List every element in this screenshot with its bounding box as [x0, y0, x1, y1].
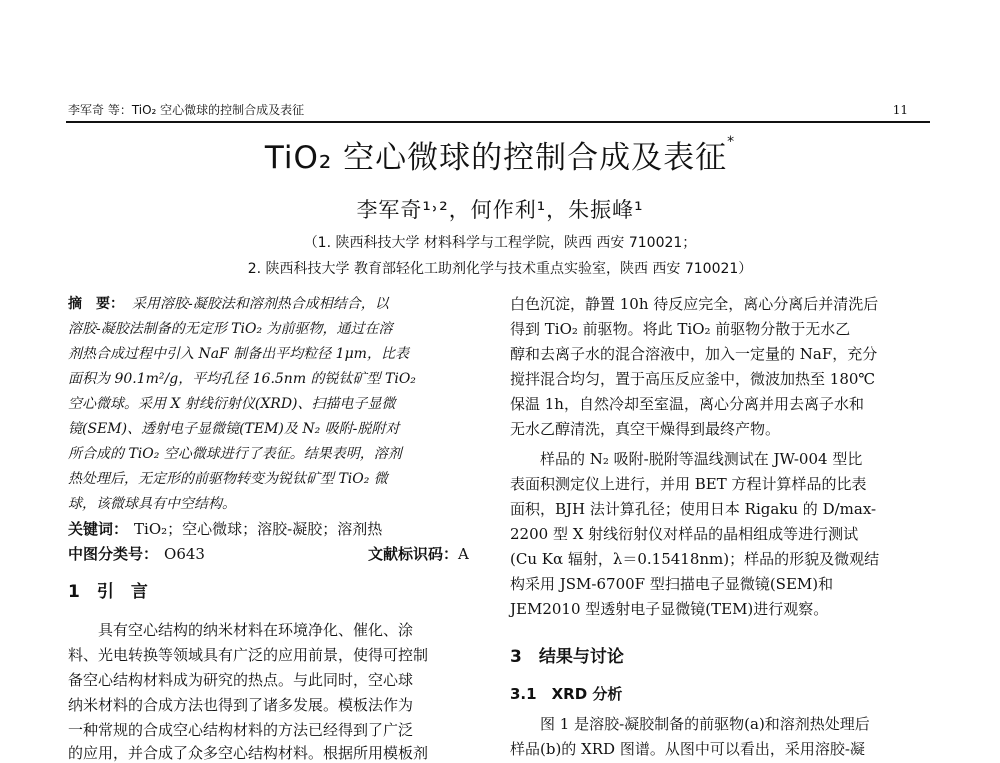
- abstract-line: 溶胶-凝胶法制备的无定形 TiO₂ 为前驱物，通过在溶: [68, 321, 393, 337]
- paper-title-text: TiO₂ 空心微球的控制合成及表征: [264, 140, 728, 176]
- xrd-line: 样品(b)的 XRD 图谱。从图中可以看出，采用溶胶-凝: [510, 740, 865, 758]
- characterization-line: 面积，BJH 法计算孔径；使用日本 Rigaku 的 D/max-: [510, 500, 877, 518]
- abstract-line: 球，该微球具有中空结构。: [68, 496, 236, 512]
- intro-line: 备空心结构材料成为研究的热点。与此同时，空心球: [68, 671, 414, 689]
- abstract-line-1: 摘 要： 采用溶胶-凝胶法和溶剂热合成相结合，以: [68, 296, 389, 312]
- author-list: 李军奇¹˒²，何作利¹，朱振峰¹: [356, 198, 644, 222]
- keywords-text: TiO₂；空心微球；溶胶-凝胶；溶剂热: [134, 520, 383, 538]
- characterization-line: 2200 型 X 射线衍射仪对样品的晶相组成等进行测试: [510, 525, 859, 543]
- paper-title: [0, 132, 1000, 177]
- characterization-line: 表面积测定仪上进行，并用 BET 方程计算样品的比表: [510, 475, 867, 493]
- keywords: [68, 518, 382, 539]
- method-line: 搅拌混合均匀，置于高压反应釜中，微波加热至 180℃: [510, 370, 876, 388]
- characterization-line: (Cu Kα 辐射，λ＝0.15418nm)；样品的形貌及微观结: [510, 550, 880, 568]
- characterization-line: 样品的 N₂ 吸附-脱附等温线测试在 JW-004 型比: [540, 450, 863, 468]
- characterization-line: 构采用 JSM-6700F 型扫描电子显微镜(SEM)和: [510, 575, 834, 593]
- characterization-line: JEM2010 型透射电子显微镜(TEM)进行观察。: [510, 600, 829, 618]
- intro-line: 的应用，并合成了众多空心结构材料。根据所用模板剂: [68, 744, 429, 762]
- keywords-label: 关键词：: [68, 520, 129, 538]
- abstract-line: 剂热合成过程中引入 NaF 制备出平均粒径 1μm，比表: [68, 346, 409, 362]
- abstract-line: 热处理后，无定形的前驱物转变为锐钛矿型 TiO₂ 微: [68, 471, 388, 487]
- method-line: 白色沉淀，静置 10h 待反应完全，离心分离后并清洗后: [510, 295, 879, 313]
- method-line: 醇和去离子水的混合溶液中，加入一定量的 NaF，充分: [510, 345, 878, 363]
- method-line: 无水乙醇清洗，真空干燥得到最终产物。: [510, 420, 781, 438]
- affiliation-2: 2. 陕西科技大学 教育部轻化工助剂化学与技术重点实验室，陕西 西安 710021）: [247, 261, 753, 277]
- clc-number: 中图分类号： O643: [68, 545, 205, 563]
- abstract-line: 面积为 90.1m²/g，平均孔径 16.5nm 的锐钛矿型 TiO₂: [68, 371, 416, 387]
- intro-line: 一种常规的合成空心结构材料的方法已经得到了广泛: [68, 721, 414, 739]
- abstract-line: 空心微球。采用 X 射线衍射仪(XRD)、扫描电子显微: [68, 396, 396, 412]
- document-code: 文献标识码：A: [368, 545, 469, 563]
- intro-line: 料、光电转换等领域具有广泛的应用前景，使得可控制: [68, 646, 429, 664]
- running-header: 李军奇 等：TiO₂ 空心微球的控制合成及表征: [68, 103, 305, 117]
- abstract-line: 所合成的 TiO₂ 空心微球进行了表征。结果表明，溶剂: [68, 446, 402, 462]
- section-1-heading: 1 引 言: [68, 582, 148, 602]
- method-line: 保温 1h，自然冷却至室温，离心分离并用去离子水和: [510, 395, 864, 413]
- intro-line: 具有空心结构的纳米材料在环境净化、催化、涂: [98, 621, 414, 639]
- section-3-1-heading: 3.1 XRD 分析: [510, 685, 623, 703]
- abstract-line: 镜(SEM)、透射电子显微镜(TEM)及 N₂ 吸附-脱附对: [68, 421, 400, 437]
- xrd-line: 图 1 是溶胶-凝胶制备的前驱物(a)和溶剂热处理后: [540, 715, 870, 733]
- method-line: 得到 TiO₂ 前驱物。将此 TiO₂ 前驱物分散于无水乙: [510, 320, 851, 338]
- abstract-label: 摘 要：: [68, 296, 124, 312]
- affiliation-1: （1. 陕西科技大学 材料科学与工程学院，陕西 西安 710021；: [303, 235, 697, 251]
- section-3-heading: 3 结果与讨论: [510, 647, 624, 667]
- page-number: 11: [892, 103, 908, 117]
- intro-line: 纳米材料的合成方法也得到了诸多发展。模板法作为: [68, 696, 414, 714]
- title-footnote-mark: *: [727, 134, 736, 150]
- header-rule: [66, 121, 930, 123]
